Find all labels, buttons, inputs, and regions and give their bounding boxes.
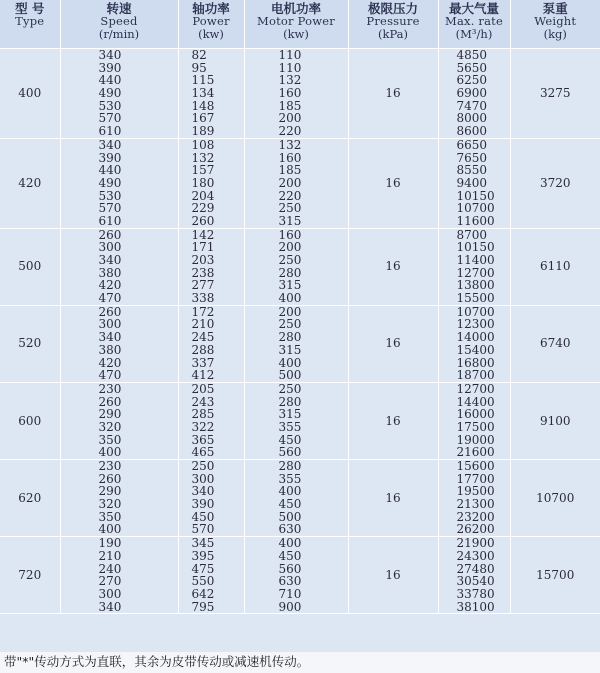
shaft-power-cell (178, 49, 244, 139)
shaft-power-cell-value: 108 (191, 137, 215, 152)
motor-power-cell-value: 280 (278, 459, 302, 473)
speed-cell-value: 230 (98, 381, 122, 396)
header-row (0, 0, 600, 49)
max-rate-cell-value: 6900 (456, 86, 488, 101)
motor-power-cell-value: 280 (278, 265, 302, 280)
motor-power-cell-value: 450 (278, 432, 302, 447)
speed-cell-value: 390 (98, 150, 122, 165)
shaft-power-cell-value: 345 (191, 536, 215, 551)
motor-power-cell-value: 560 (278, 445, 302, 460)
motor-power-cell-value: 710 (278, 586, 302, 601)
header-motor-power-zh: 电机功率 (270, 1, 321, 16)
motor-power-cell (244, 460, 348, 537)
speed-cell (60, 382, 178, 459)
motor-power-cell-value: 132 (278, 73, 302, 88)
motor-power-cell-value: 315 (278, 278, 302, 293)
type-cell: 420 (0, 138, 60, 228)
speed-cell-value: 420 (98, 355, 122, 370)
motor-power-cell-value: 110 (278, 60, 302, 75)
max-rate-cell-value: 18700 (456, 368, 495, 383)
motor-power-cell-value: 315 (278, 407, 302, 422)
shaft-power-cell-value: 450 (191, 509, 215, 524)
motor-power-cell-value: 400 (278, 355, 302, 370)
shaft-power-cell-value: 210 (191, 317, 215, 332)
speed-cell-value: 420 (98, 278, 122, 293)
table-row (0, 382, 600, 459)
shaft-power-cell-value: 570 (191, 522, 215, 537)
motor-power-cell-value: 450 (278, 548, 302, 563)
max-rate-cell-value: 30540 (456, 574, 495, 589)
shaft-power-cell-value: 167 (191, 111, 215, 126)
shaft-power-cell-value: 157 (191, 163, 215, 178)
shaft-power-cell-value: 205 (191, 381, 215, 396)
max-rate-cell-value: 14000 (456, 330, 495, 345)
pressure-cell: 16 (348, 382, 438, 459)
motor-power-cell-value: 315 (278, 342, 302, 357)
motor-power-cell-value: 160 (278, 227, 302, 242)
header-shaft-power-unit: (kw) (198, 27, 224, 41)
speed-cell-value: 610 (98, 213, 122, 228)
weight-cell: 15700 (510, 537, 600, 614)
header-weight-en: Weight (534, 14, 577, 28)
weight-cell: 9100 (510, 382, 600, 459)
max-rate-cell-value: 21300 (456, 497, 495, 512)
max-rate-cell-value: 15600 (456, 459, 495, 473)
shaft-power-cell-value: 338 (191, 291, 215, 306)
motor-power-cell (244, 537, 348, 614)
motor-power-cell-value: 250 (278, 253, 302, 267)
motor-power-cell-value: 315 (278, 213, 302, 228)
motor-power-cell-value: 280 (278, 330, 302, 345)
speed-cell (60, 460, 178, 537)
footnote: 带"*"传动方式为直联，其余为皮带传动或减速机传动。 (0, 652, 600, 673)
max-rate-cell-value: 13800 (456, 278, 495, 293)
shaft-power-cell-value: 171 (191, 240, 215, 255)
header-motor-power-en: Motor Power (257, 14, 335, 28)
speed-cell-value: 260 (98, 394, 122, 409)
max-rate-cell-value: 27480 (456, 561, 495, 576)
table-row (0, 305, 600, 382)
motor-power-cell-value: 160 (278, 86, 302, 101)
header-shaft-power-zh: 轴功率 (192, 1, 230, 16)
motor-power-cell-value: 250 (278, 381, 302, 396)
type-cell: 400 (0, 49, 60, 139)
speed-cell-value: 230 (98, 459, 122, 473)
motor-power-cell-value: 400 (278, 291, 302, 306)
pressure-cell: 16 (348, 460, 438, 537)
speed-cell-value: 300 (98, 240, 122, 255)
shaft-power-cell-value: 337 (191, 355, 215, 370)
max-rate-cell-value: 10150 (456, 240, 495, 255)
max-rate-cell-value: 10150 (456, 188, 495, 203)
shaft-power-cell-value: 189 (191, 124, 215, 139)
max-rate-cell (438, 228, 510, 305)
table-row (0, 460, 600, 537)
speed-cell-value: 300 (98, 317, 122, 332)
header-speed-unit: (r/min) (98, 27, 140, 41)
speed-cell-value: 210 (98, 548, 122, 563)
motor-power-cell-value: 200 (278, 240, 302, 255)
motor-power-cell-value: 185 (278, 98, 302, 113)
shaft-power-cell (178, 138, 244, 228)
shaft-power-cell-value: 115 (191, 73, 215, 88)
shaft-power-cell (178, 305, 244, 382)
max-rate-cell-value: 11400 (456, 253, 495, 267)
speed-cell-value: 320 (98, 419, 122, 434)
shaft-power-cell-value: 229 (191, 201, 215, 216)
max-rate-cell-value: 33780 (456, 586, 495, 601)
motor-power-cell-value: 400 (278, 536, 302, 551)
motor-power-cell-value: 200 (278, 175, 302, 190)
max-rate-cell-value: 9400 (456, 175, 488, 190)
header-weight-unit: (kg) (543, 27, 567, 41)
max-rate-cell-value: 16000 (456, 407, 495, 422)
speed-cell (60, 537, 178, 614)
speed-cell-value: 340 (98, 48, 122, 62)
header-pressure (348, 0, 438, 49)
header-max-rate-unit: (M³/h) (455, 27, 493, 41)
shaft-power-cell-value: 277 (191, 278, 215, 293)
pressure-cell: 16 (348, 138, 438, 228)
pressure-cell: 16 (348, 49, 438, 139)
table-row (0, 537, 600, 614)
max-rate-cell-value: 12700 (456, 381, 495, 396)
speed-cell-value: 400 (98, 522, 122, 537)
max-rate-cell-value: 12300 (456, 317, 495, 332)
motor-power-cell-value: 200 (278, 304, 302, 319)
max-rate-cell (438, 49, 510, 139)
speed-cell-value: 380 (98, 342, 122, 357)
max-rate-cell-value: 8700 (456, 227, 488, 242)
motor-power-cell-value: 250 (278, 201, 302, 216)
shaft-power-cell-value: 82 (191, 48, 207, 62)
weight-cell: 6740 (510, 305, 600, 382)
motor-power-cell-value: 185 (278, 163, 302, 178)
weight-cell: 10700 (510, 460, 600, 537)
max-rate-cell-value: 8550 (456, 163, 488, 178)
motor-power-cell-value: 160 (278, 150, 302, 165)
shaft-power-cell-value: 260 (191, 213, 215, 228)
max-rate-cell-value: 8600 (456, 124, 488, 139)
max-rate-cell (438, 460, 510, 537)
shaft-power-cell-value: 132 (191, 150, 215, 165)
header-type-en: Type (15, 14, 45, 28)
header-speed (60, 0, 178, 49)
speed-cell-value: 260 (98, 227, 122, 242)
motor-power-cell-value: 400 (278, 484, 302, 499)
header-motor-power (244, 0, 348, 49)
max-rate-cell-value: 26200 (456, 522, 495, 537)
speed-cell-value: 390 (98, 60, 122, 75)
speed-cell-value: 260 (98, 471, 122, 486)
max-rate-cell-value: 24300 (456, 548, 495, 563)
max-rate-cell-value: 10700 (456, 304, 495, 319)
motor-power-cell-value: 132 (278, 137, 302, 152)
speed-cell-value: 530 (98, 188, 122, 203)
header-type (0, 0, 60, 49)
type-cell: 520 (0, 305, 60, 382)
speed-cell (60, 305, 178, 382)
shaft-power-cell-value: 285 (191, 407, 215, 422)
header-pressure-unit: (kPa) (377, 27, 409, 41)
speed-cell (60, 138, 178, 228)
header-pressure-en: Pressure (366, 14, 420, 28)
speed-cell-value: 240 (98, 561, 122, 576)
motor-power-cell-value: 280 (278, 394, 302, 409)
shaft-power-cell-value: 795 (191, 599, 215, 614)
shaft-power-cell-value: 238 (191, 265, 215, 280)
shaft-power-cell-value: 245 (191, 330, 215, 345)
shaft-power-cell-value: 204 (191, 188, 215, 203)
max-rate-cell-value: 15500 (456, 291, 495, 306)
max-rate-cell-value: 17500 (456, 419, 495, 434)
max-rate-cell-value: 23200 (456, 509, 495, 524)
motor-power-cell-value: 500 (278, 368, 302, 383)
header-weight-zh: 泵重 (542, 1, 568, 16)
max-rate-cell-value: 10700 (456, 201, 495, 216)
shaft-power-cell-value: 395 (191, 548, 215, 563)
speed-cell-value: 340 (98, 253, 122, 267)
shaft-power-cell-value: 288 (191, 342, 215, 357)
speed-cell-value: 340 (98, 137, 122, 152)
header-speed-zh: 转速 (106, 1, 132, 16)
shaft-power-cell-value: 412 (191, 368, 215, 383)
motor-power-cell-value: 355 (278, 419, 302, 434)
speed-cell-value: 610 (98, 124, 122, 139)
speed-cell-value: 440 (98, 73, 122, 88)
max-rate-cell-value: 16800 (456, 355, 495, 370)
speed-cell-value: 570 (98, 201, 122, 216)
speed-cell-value: 530 (98, 98, 122, 113)
header-pressure-zh: 极限压力 (367, 1, 418, 16)
speed-cell-value: 440 (98, 163, 122, 178)
max-rate-cell (438, 305, 510, 382)
shaft-power-cell-value: 243 (191, 394, 215, 409)
speed-cell-value: 340 (98, 330, 122, 345)
shaft-power-cell-value: 250 (191, 459, 215, 473)
motor-power-cell-value: 250 (278, 317, 302, 332)
max-rate-cell-value: 21900 (456, 536, 495, 551)
motor-power-cell (244, 305, 348, 382)
speed-cell-value: 350 (98, 432, 122, 447)
max-rate-cell (438, 382, 510, 459)
shaft-power-cell-value: 300 (191, 471, 215, 486)
shaft-power-cell-value: 172 (191, 304, 215, 319)
motor-power-cell-value: 220 (278, 188, 302, 203)
speed-cell-value: 490 (98, 175, 122, 190)
type-cell: 600 (0, 382, 60, 459)
max-rate-cell-value: 7650 (456, 150, 488, 165)
shaft-power-cell-value: 340 (191, 484, 215, 499)
pressure-cell: 16 (348, 537, 438, 614)
speed-cell-value: 290 (98, 407, 122, 422)
header-weight (510, 0, 600, 49)
weight-cell: 3275 (510, 49, 600, 139)
shaft-power-cell-value: 142 (191, 227, 215, 242)
speed-cell-value: 400 (98, 445, 122, 460)
type-cell: 620 (0, 460, 60, 537)
shaft-power-cell-value: 95 (191, 60, 207, 75)
weight-cell: 3720 (510, 138, 600, 228)
max-rate-cell-value: 15400 (456, 342, 495, 357)
max-rate-cell-value: 6650 (456, 137, 488, 152)
shaft-power-cell-value: 465 (191, 445, 215, 460)
max-rate-cell-value: 21600 (456, 445, 495, 460)
speed-cell-value: 380 (98, 265, 122, 280)
shaft-power-cell-value: 365 (191, 432, 215, 447)
header-max-rate-en: Max. rate (444, 14, 503, 28)
speed-cell (60, 228, 178, 305)
motor-power-cell-value: 450 (278, 497, 302, 512)
table-row (0, 138, 600, 228)
speed-cell-value: 300 (98, 586, 122, 601)
motor-power-cell-value: 110 (278, 48, 302, 62)
table-body (0, 49, 600, 614)
motor-power-cell-value: 900 (278, 599, 302, 614)
header-shaft-power-en: Power (192, 14, 230, 28)
max-rate-cell (438, 138, 510, 228)
table-row (0, 49, 600, 139)
motor-power-cell (244, 382, 348, 459)
speed-cell-value: 470 (98, 291, 122, 306)
max-rate-cell-value: 4850 (456, 48, 488, 62)
pressure-cell: 16 (348, 305, 438, 382)
shaft-power-cell-value: 134 (191, 86, 215, 101)
shaft-power-cell-value: 148 (191, 98, 215, 113)
max-rate-cell-value: 5650 (456, 60, 488, 75)
header-max-rate (438, 0, 510, 49)
shaft-power-cell-value: 550 (191, 574, 215, 589)
speed-cell-value: 320 (98, 497, 122, 512)
speed-cell-value: 570 (98, 111, 122, 126)
shaft-power-cell (178, 228, 244, 305)
speed-cell-value: 190 (98, 536, 122, 551)
header-max-rate-zh: 最大气量 (448, 1, 499, 16)
speed-cell-value: 340 (98, 599, 122, 614)
shaft-power-cell-value: 390 (191, 497, 215, 512)
shaft-power-cell-value: 203 (191, 253, 215, 267)
speed-cell (60, 49, 178, 139)
shaft-power-cell-value: 642 (191, 586, 215, 601)
max-rate-cell-value: 12700 (456, 265, 495, 280)
speed-cell-value: 490 (98, 86, 122, 101)
motor-power-cell (244, 228, 348, 305)
shaft-power-cell-value: 180 (191, 175, 215, 190)
motor-power-cell-value: 500 (278, 509, 302, 524)
header-speed-en: Speed (100, 14, 138, 28)
motor-power-cell-value: 220 (278, 124, 302, 139)
max-rate-cell (438, 537, 510, 614)
max-rate-cell-value: 6250 (456, 73, 488, 88)
max-rate-cell-value: 7470 (456, 98, 488, 113)
speed-cell-value: 350 (98, 509, 122, 524)
type-cell: 720 (0, 537, 60, 614)
motor-power-cell-value: 630 (278, 522, 302, 537)
max-rate-cell-value: 14400 (456, 394, 495, 409)
speed-cell-value: 290 (98, 484, 122, 499)
max-rate-cell-value: 8000 (456, 111, 488, 126)
pressure-cell: 16 (348, 228, 438, 305)
max-rate-cell-value: 19500 (456, 484, 495, 499)
max-rate-cell-value: 17700 (456, 471, 495, 486)
motor-power-cell (244, 138, 348, 228)
shaft-power-cell-value: 475 (191, 561, 215, 576)
weight-cell: 6110 (510, 228, 600, 305)
speed-cell-value: 270 (98, 574, 122, 589)
max-rate-cell-value: 38100 (456, 599, 495, 614)
motor-power-cell-value: 200 (278, 111, 302, 126)
max-rate-cell-value: 19000 (456, 432, 495, 447)
shaft-power-cell (178, 460, 244, 537)
max-rate-cell-value: 11600 (456, 213, 495, 228)
table-row (0, 228, 600, 305)
shaft-power-cell (178, 537, 244, 614)
motor-power-cell-value: 560 (278, 561, 302, 576)
speed-cell-value: 260 (98, 304, 122, 319)
header-type-zh: 型 号 (15, 1, 45, 16)
type-cell: 500 (0, 228, 60, 305)
motor-power-cell-value: 355 (278, 471, 302, 486)
shaft-power-cell (178, 382, 244, 459)
speed-cell-value: 470 (98, 368, 122, 383)
shaft-power-cell-value: 322 (191, 419, 215, 434)
motor-power-cell-value: 630 (278, 574, 302, 589)
header-shaft-power (178, 0, 244, 49)
motor-power-cell (244, 49, 348, 139)
header-motor-power-unit: (kw) (283, 27, 309, 41)
